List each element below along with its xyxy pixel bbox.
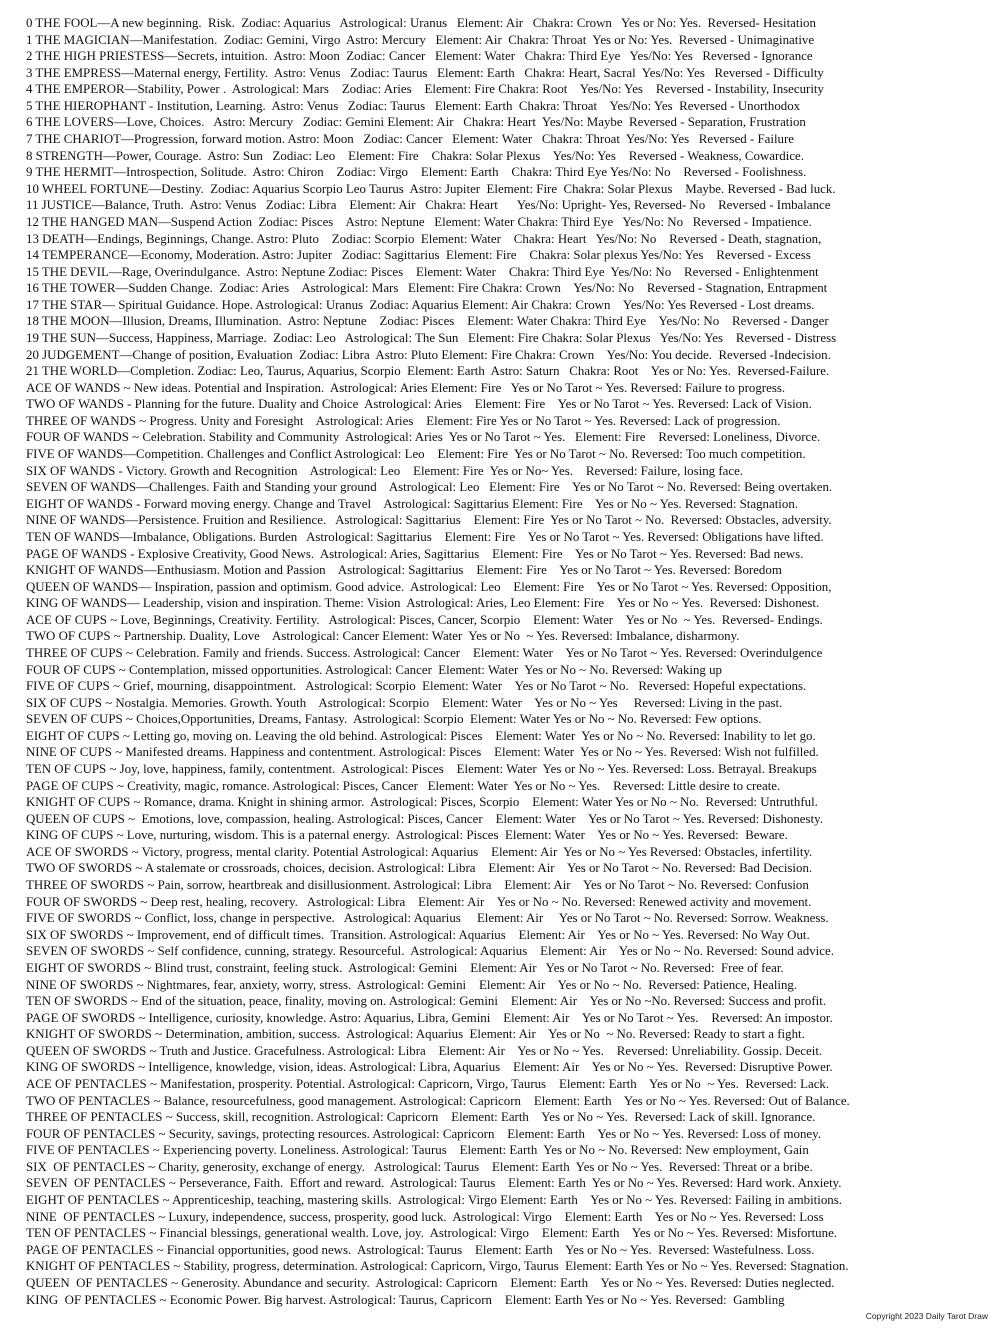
tarot-card-line: TEN OF CUPS ~ Joy, love, happiness, family, contentment. Astrological: Pisces Element: Water Yes or No ~ Yes. Reversed: Loss. Betrayal. Breakups: [26, 762, 817, 777]
tarot-card-line: KNIGHT OF WANDS—Enthusiasm. Motion and Passion Astrological: Sagittarius Element: Fire Yes or No Tarot ~ Yes. Reversed: Boredom: [26, 563, 782, 578]
tarot-card-line: KING OF PENTACLES ~ Economic Power. Big harvest. Astrological: Taurus, Capricorn Element: Earth Yes or No ~ Yes. Reversed: Gambling: [26, 1292, 785, 1307]
tarot-card-line: TWO OF CUPS ~ Partnership. Duality, Love Astrological: Cancer Element: Water Yes or No ~ Yes. Reversed: Imbalance, disharmony.: [26, 629, 740, 644]
tarot-card-line: NINE OF PENTACLES ~ Luxury, independence, success, prosperity, good luck. Astrological: Virgo Element: Earth Yes or No ~ Yes. Reversed: Loss: [26, 1209, 824, 1224]
tarot-card-line: QUEEN OF SWORDS ~ Truth and Justice. Gracefulness. Astrological: Libra Element: Air Yes or No ~ Yes. Reversed: Unreliability. Gossip. Deceit.: [26, 1043, 823, 1058]
tarot-card-line: TWO OF PENTACLES ~ Balance, resourcefulness, good management. Astrological: Capricorn Element: Earth Yes or No ~ Yes. Reversed: Out of Balance.: [26, 1093, 850, 1108]
tarot-card-line: FIVE OF CUPS ~ Grief, mourning, disappointment. Astrological: Scorpio Element: Water Yes or No Tarot ~ No. Reversed: Hopeful expectations.: [26, 679, 807, 694]
tarot-card-line: 12 THE HANGED MAN—Suspend Action Zodiac: Pisces Astro: Neptune Element: Water Chakra: Third Eye Yes/No: No Reversed - Impatience.: [26, 214, 812, 229]
tarot-card-line: 15 THE DEVIL—Rage, Overindulgance. Astro: Neptune Zodiac: Pisces Element: Water Chakra: Third Eye Yes/No: No Reversed - Enlightenment: [26, 264, 819, 279]
tarot-card-line: FIVE OF PENTACLES ~ Experiencing poverty. Loneliness. Astrological: Taurus Element: Earth Yes or No ~ No. Reversed: New employment, Gain: [26, 1143, 809, 1158]
tarot-card-line: NINE OF SWORDS ~ Nightmares, fear, anxiety, worry, stress. Astrological: Gemini Element: Air Yes or No ~ No. Reversed: Patience, Healing.: [26, 977, 798, 992]
tarot-card-line: ACE OF PENTACLES ~ Manifestation, prosperity. Potential. Astrological: Capricorn, Virgo, Taurus Element: Earth Yes or No ~ Yes. Reversed: Lack.: [26, 1077, 830, 1091]
tarot-card-line: KING OF CUPS ~ Love, nurturing, wisdom. This is a paternal energy. Astrological: Pisces Element: Water Yes or No ~ Yes. Reversed: Beware.: [26, 828, 788, 843]
tarot-card-line: KNIGHT OF PENTACLES ~ Stability, progress, determination. Astrological: Capricorn, Virgo, Taurus Element: Earth Yes or No ~ Yes. Reversed: Stagnation.: [26, 1259, 849, 1274]
tarot-card-line: NINE OF CUPS ~ Manifested dreams. Happiness and contentment. Astrological: Pisces Element: Water Yes or No ~ Yes. Reversed: Wish not fulfilled.: [26, 745, 819, 760]
tarot-card-line: SEVEN OF WANDS—Challenges. Faith and Standing your ground Astrological: Leo Element: Fire Yes or No Tarot ~ No. Reversed: Being overtaken.: [26, 480, 833, 495]
tarot-card-line: TEN OF WANDS—Imbalance, Obligations. Burden Astrological: Sagittarius Element: Fire Yes or No Tarot ~ Yes. Reversed: Obligations have lifted.: [26, 529, 824, 544]
tarot-card-line: SEVEN OF SWORDS ~ Self confidence, cunning, strategy. Resourceful. Astrological: Aquarius Element: Air Yes or No ~ No. Reversed: Sound advice.: [26, 944, 834, 959]
tarot-card-line: 20 JUDGEMENT—Change of position, Evaluation Zodiac: Libra Astro: Pluto Element: Fire Chakra: Crown Yes/No: You decide. Reversed -Indecision.: [26, 347, 831, 362]
tarot-card-line: PAGE OF WANDS - Explosive Creativity, Good News. Astrological: Aries, Sagittarius Element: Fire Yes or No Tarot ~ Yes. Reversed: Bad news.: [26, 546, 804, 561]
tarot-card-line: 3 THE EMPRESS—Maternal energy, Fertility. Astro: Venus Zodiac: Taurus Element: Earth Chakra: Heart, Sacral Yes/No: Yes Reversed - Difficulty: [26, 65, 824, 80]
tarot-card-line: NINE OF WANDS—Persistence. Fruition and Resilience. Astrological: Sagittarius Element: Fire Yes or No Tarot ~ No. Reversed: Obstacles, adversity.: [26, 513, 832, 528]
tarot-card-line: KING OF SWORDS ~ Intelligence, knowledge, vision, ideas. Astrological: Libra, Aquarius Element: Air Yes or No ~ Yes. Reversed: Disruptive Power.: [26, 1060, 833, 1075]
tarot-card-line: FOUR OF SWORDS ~ Deep rest, healing, recovery. Astrological: Libra Element: Air Yes or No ~ No. Reversed: Renewed activity and movement.: [26, 894, 812, 909]
tarot-card-line: FOUR OF PENTACLES ~ Security, savings, protecting resources. Astrological: Capricorn Element: Earth Yes or No ~ Yes. Reversed: Loss of money.: [26, 1126, 821, 1141]
tarot-card-line: THREE OF PENTACLES ~ Success, skill, recognition. Astrological: Capricorn Element: Earth Yes or No ~ Yes. Reversed: Lack of skill. Ignorance.: [26, 1110, 816, 1125]
tarot-card-line: 9 THE HERMIT—Introspection, Solitude. Astro: Chiron Zodiac: Virgo Element: Earth Chakra: Third Eye Yes/No: No Reversed - Foolishness.: [26, 165, 807, 180]
tarot-card-line: 0 THE FOOL—A new beginning. Risk. Zodiac: Aquarius Astrological: Uranus Element: Air Chakra: Crown Yes or No: Yes. Reversed- Hesitation: [26, 16, 816, 30]
tarot-card-line: 4 THE EMPEROR—Stability, Power . Astrological: Mars Zodiac: Aries Element: Fire Chakra: Root Yes/No: Yes Reversed - Instability, Insecurity: [26, 82, 824, 97]
tarot-card-line: TEN OF PENTACLES ~ Financial blessings, generational wealth. Love, joy. Astrological: Virgo Element: Earth Yes or No ~ Yes. Reversed: Misfortune.: [26, 1226, 838, 1241]
tarot-card-line: SIX OF PENTACLES ~ Charity, generosity, exchange of energy. Astrological: Taurus Element: Earth Yes or No ~ Yes. Reversed: Threat or a bribe.: [26, 1159, 813, 1174]
tarot-card-line: PAGE OF SWORDS ~ Intelligence, curiosity, knowledge. Astro: Aquarius, Libra, Gemini Element: Air Yes or No Tarot ~ Yes. Reversed: An impostor.: [26, 1010, 833, 1025]
tarot-card-line: FIVE OF SWORDS ~ Conflict, loss, change in perspective. Astrological: Aquarius Element: Air Yes or No Tarot ~ No. Reversed: Sorrow. Weakness.: [26, 911, 829, 926]
tarot-card-line: 18 THE MOON—Illusion, Dreams, Illumination. Astro: Neptune Zodiac: Pisces Element: Water Chakra: Third Eye Yes/No: No Reversed - Danger: [26, 314, 829, 329]
tarot-card-line: PAGE OF CUPS ~ Creativity, magic, romance. Astrological: Pisces, Cancer Element: Water Yes or No ~ Yes. Reversed: Little desire to create.: [26, 778, 781, 793]
tarot-card-line: FOUR OF CUPS ~ Contemplation, missed opportunities. Astrological: Cancer Element: Water Yes or No ~ No. Reversed: Waking up: [26, 662, 722, 677]
tarot-card-line: 19 THE SUN—Success, Happiness, Marriage. Zodiac: Leo Astrological: The Sun Element: Fire Chakra: Solar Plexus Yes/No: Yes Reversed - Distress: [26, 330, 837, 345]
tarot-card-line: SEVEN OF CUPS ~ Choices,Opportunities, Dreams, Fantasy. Astrological: Scorpio Element: Water Yes or No ~ No. Reversed: Few options.: [26, 712, 762, 727]
tarot-card-line: KING OF WANDS— Leadership, vision and inspiration. Theme: Vision Astrological: Aries, Leo Element: Fire Yes or No ~ Yes. Reversed: Dishonest.: [26, 596, 820, 611]
tarot-card-line: 7 THE CHARIOT—Progression, forward motion. Astro: Moon Zodiac: Cancer Element: Water Chakra: Throat Yes/No: Yes Reversed - Failure: [26, 132, 794, 147]
tarot-card-line: 2 THE HIGH PRIESTESS—Secrets, intuition. Astro: Moon Zodiac: Cancer Element: Water Chakra: Third Eye Yes/No: Yes Reversed - Ignorance: [26, 49, 813, 64]
tarot-card-line: SEVEN OF PENTACLES ~ Perseverance, Faith. Effort and reward. Astrological: Taurus Element: Earth Yes or No ~ Yes. Reversed: Hard work. Anxiety.: [26, 1176, 842, 1191]
tarot-card-line: ACE OF CUPS ~ Love, Beginnings, Creativity. Fertility. Astrological: Pisces, Cancer, Scorpio Element: Water Yes or No ~ Yes. Reversed- Endings.: [26, 612, 823, 627]
tarot-card-line: 14 TEMPERANCE—Economy, Moderation. Astro: Jupiter Zodiac: Sagittarius Element: Fire Chakra: Solar plexus Yes/No: Yes Reversed - Excess: [26, 248, 811, 263]
tarot-card-line: KNIGHT OF CUPS ~ Romance, drama. Knight in shining armor. Astrological: Pisces, Scorpio Element: Water Yes or No ~ No. Reversed: Untruthful.: [26, 795, 818, 810]
tarot-card-line: THREE OF CUPS ~ Celebration. Family and friends. Success. Astrological: Cancer Element: Water Yes or No Tarot ~ Yes. Reversed: Overindulgence: [26, 645, 823, 660]
tarot-card-line: PAGE OF PENTACLES ~ Financial opportunities, good news. Astrological: Taurus Element: Earth Yes or No ~ Yes. Reversed: Wastefulness. Loss.: [26, 1242, 815, 1257]
tarot-card-line: 16 THE TOWER—Sudden Change. Zodiac: Aries Astrological: Mars Element: Fire Chakra: Crown Yes/No: No Reversed - Stagnation, Entrapment: [26, 281, 828, 296]
tarot-card-line: TWO OF SWORDS ~ A stalemate or crossroads, choices, decision. Astrological: Libra Element: Air Yes or No Tarot ~ No. Reversed: Bad Decision.: [26, 861, 813, 876]
tarot-card-line: 6 THE LOVERS—Love, Choices. Astro: Mercury Zodiac: Gemini Element: Air Chakra: Heart Yes/No: Maybe Reversed - Separation, Frustration: [26, 115, 806, 130]
tarot-card-line: THREE OF WANDS ~ Progress. Unity and Foresight Astrological: Aries Element: Fire Yes or No Tarot ~ Yes. Reversed: Lack of progression.: [26, 413, 781, 428]
tarot-card-line: 17 THE STAR— Spiritual Guidance. Hope. Astrological: Uranus Zodiac: Aquarius Element: Air Chakra: Crown Yes/No: Yes Reversed - Lost dreams.: [26, 297, 815, 312]
tarot-card-line: THREE OF SWORDS ~ Pain, sorrow, heartbreak and disillusionment. Astrological: Libra Element: Air Yes or No Tarot ~ No. Reversed: Confusion: [26, 878, 809, 893]
tarot-card-line: QUEEN OF CUPS ~ Emotions, love, compassion, healing. Astrological: Pisces, Cancer Element: Water Yes or No Tarot ~ Yes. Reversed: Dishonesty.: [26, 811, 823, 826]
tarot-card-line: 11 JUSTICE—Balance, Truth. Astro: Venus Zodiac: Libra Element: Air Chakra: Heart Yes/No: Upright- Yes, Reversed- No Reversed - Imbalance: [26, 198, 831, 213]
tarot-card-line: ACE OF WANDS ~ New ideas. Potential and Inspiration. Astrological: Aries Element: Fire Yes or No Tarot ~ Yes. Reversed: Failure to progress.: [26, 380, 786, 395]
tarot-card-line: KNIGHT OF SWORDS ~ Determination, ambition, success. Astrological: Aquarius Element: Air Yes or No ~ No. Reversed: Ready to start a fight.: [26, 1027, 805, 1042]
tarot-card-line: EIGHT OF CUPS ~ Letting go, moving on. Leaving the old behind. Astrological: Pisces Element: Water Yes or No ~ No. Reversed: Inability to let go.: [26, 728, 816, 743]
tarot-card-line: QUEEN OF PENTACLES ~ Generosity. Abundance and security. Astrological: Capricorn Element: Earth Yes or No ~ Yes. Reversed: Duties neglected.: [26, 1275, 835, 1290]
tarot-card-line: EIGHT OF SWORDS ~ Blind trust, constraint, feeling stuck. Astrological: Gemini Element: Air Yes or No Tarot ~ No. Reversed: Free of fear.: [26, 960, 784, 975]
tarot-card-line: ACE OF SWORDS ~ Victory, progress, mental clarity. Potential Astrological: Aquarius Element: Air Yes or No ~ Yes Reversed: Obstacles, infertility.: [26, 844, 813, 859]
tarot-card-line: FIVE OF WANDS—Competition. Challenges and Conflict Astrological: Leo Element: Fire Yes or No Tarot ~ No. Reversed: Too much competition.: [26, 447, 806, 462]
tarot-card-line: 8 STRENGTH—Power, Courage. Astro: Sun Zodiac: Leo Element: Fire Chakra: Solar Plexus Yes/No: Yes Reversed - Weakness, Cowardice.: [26, 148, 804, 163]
tarot-card-line: 21 THE WORLD—Completion. Zodiac: Leo, Taurus, Aquarius, Scorpio Element: Earth Astro: Saturn Chakra: Root Yes or No: Yes. Reversed-Failure.: [26, 364, 830, 379]
tarot-card-line: TEN OF SWORDS ~ End of the situation, peace, finality, moving on. Astrological: Gemini Element: Air Yes or No ~No. Reversed: Success and profit.: [26, 994, 827, 1009]
tarot-card-line: EIGHT OF PENTACLES ~ Apprenticeship, teaching, mastering skills. Astrological: Virgo Element: Earth Yes or No ~ Yes. Reversed: Failing in ambitions.: [26, 1193, 842, 1208]
tarot-card-line: SIX OF CUPS ~ Nostalgia. Memories. Growth. Youth Astrological: Scorpio Element: Water Yes or No ~ Yes Reversed: Living in the past.: [26, 695, 783, 710]
tarot-card-line: FOUR OF WANDS ~ Celebration. Stability and Community Astrological: Aries Yes or No Tarot ~ Yes. Element: Fire Reversed: Loneliness, Divorce.: [26, 430, 821, 445]
tarot-card-line: TWO OF WANDS - Planning for the future. Duality and Choice Astrological: Aries Element: Fire Yes or No Tarot ~ Yes. Reversed: Lack of Vision.: [26, 397, 812, 412]
tarot-card-list: [26, 15, 994, 1308]
copyright-notice: Copyright 2023 Daily Tarot Draw: [865, 1311, 988, 1321]
tarot-card-line: SIX OF SWORDS ~ Improvement, end of difficult times. Transition. Astrological: Aquarius Element: Air Yes or No ~ Yes. Reversed: No Way Out.: [26, 927, 810, 942]
tarot-card-line: 13 DEATH—Endings, Beginnings, Change. Astro: Pluto Zodiac: Scorpio Element: Water Chakra: Heart Yes/No: No Reversed - Death, stagnation,: [26, 231, 822, 246]
tarot-card-line: 1 THE MAGICIAN—Manifestation. Zodiac: Gemini, Virgo Astro: Mercury Element: Air Chakra: Throat Yes or No: Yes. Reversed - Unimaginative: [26, 32, 815, 47]
tarot-card-line: SIX OF WANDS - Victory. Growth and Recognition Astrological: Leo Element: Fire Yes or No~ Yes. Reversed: Failure, losing face.: [26, 463, 744, 478]
tarot-card-line: 5 THE HIEROPHANT - Institution, Learning. Astro: Venus Zodiac: Taurus Element: Earth Chakra: Throat Yes/No: Yes Reversed - Unorthodox: [26, 98, 801, 113]
tarot-card-line: QUEEN OF WANDS— Inspiration, passion and optimism. Good advice. Astrological: Leo Element: Fire Yes or No Tarot ~ Yes. Reversed: Opposition,: [26, 579, 832, 594]
tarot-card-line: EIGHT OF WANDS - Forward moving energy. Change and Travel Astrological: Sagittarius Element: Fire Yes or No ~ Yes. Reversed: Stagnation.: [26, 496, 798, 511]
tarot-card-line: 10 WHEEL FORTUNE—Destiny. Zodiac: Aquarius Scorpio Leo Taurus Astro: Jupiter Element: Fire Chakra: Solar Plexus Maybe. Reversed - Bad luck.: [26, 181, 836, 196]
